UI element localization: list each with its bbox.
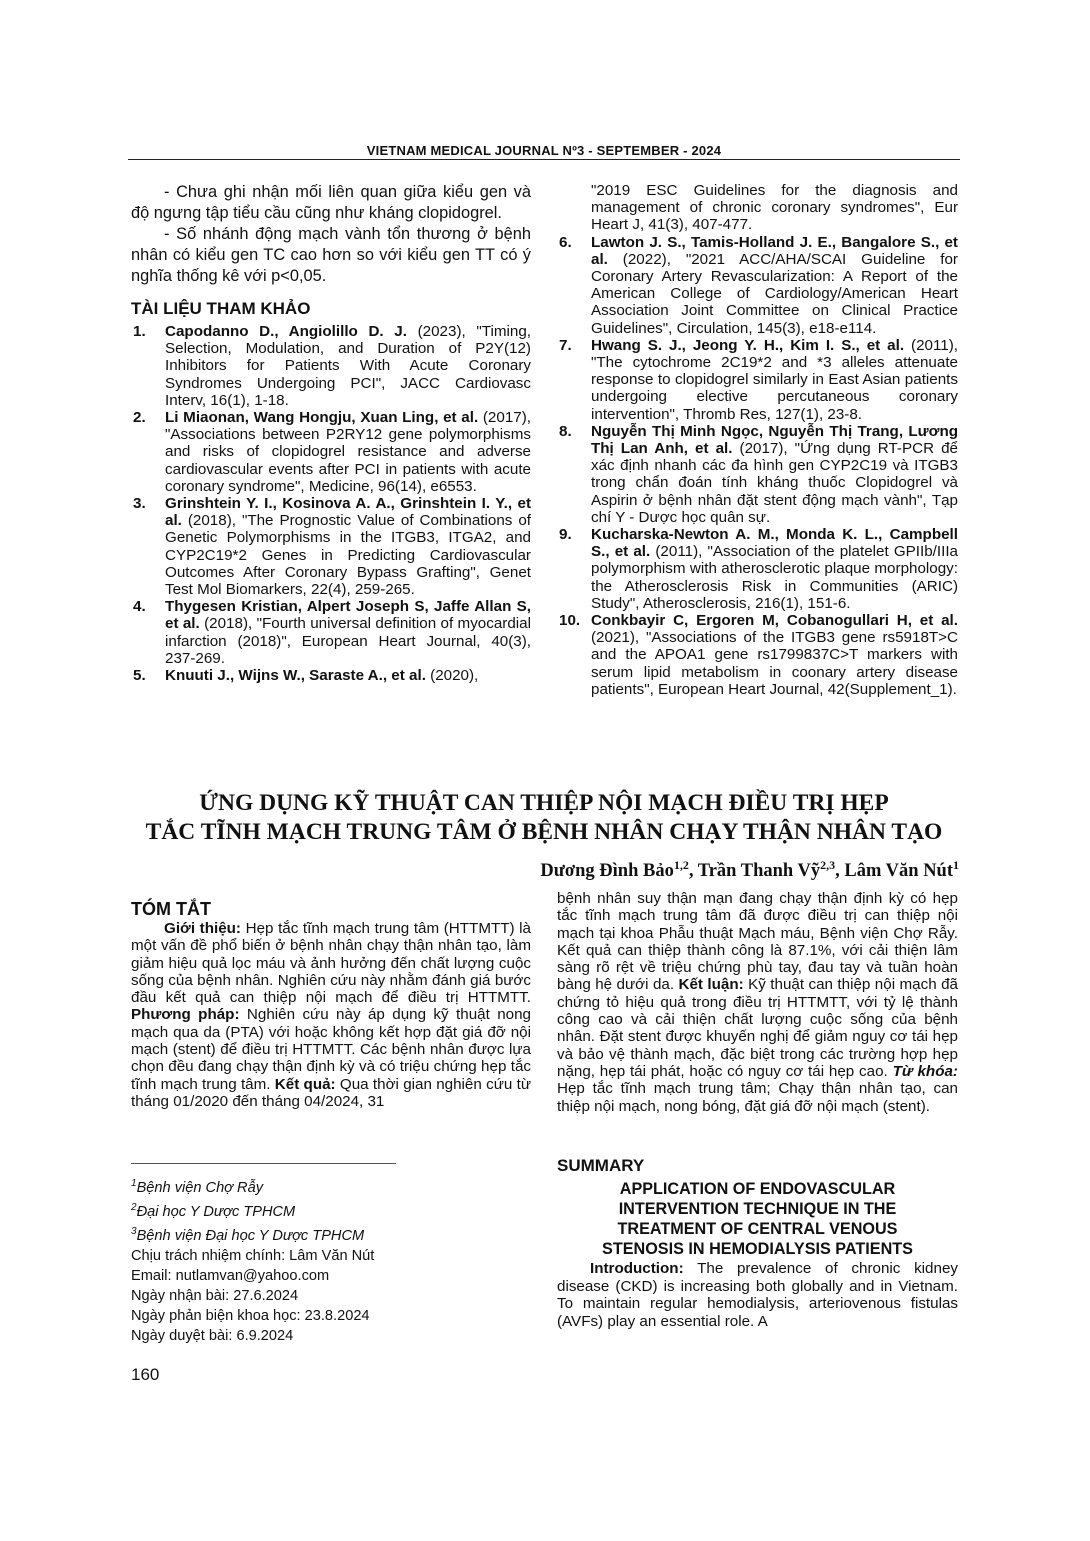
reference-item [131, 409, 531, 495]
summary-text: The prevalence of chronic kidney disease (CKD) is increasing both globally and in Vietnam. To maintain regular hemodialysis, arteriovenous fistulas (AVFs) play an essential role. A [557, 1260, 958, 1330]
reference-authors: Hwang S. J., Jeong Y. H., Kim I. S., et al. [591, 336, 905, 354]
reference-authors: Kucharska-Newton A. M., Monda K. L., Campbell S., et al. [591, 526, 958, 561]
reference-text: (2023), "Timing, Selection, Modulation, and Duration of P2Y(12) Inhibitors for Patients With Acute Coronary Syndromes Undergoing PCI", JACC Cardiovasc Interv, 16(1), 1-18. [165, 323, 531, 409]
abstract-body [557, 890, 958, 1115]
reference-authors: Nguyễn Thị Minh Ngọc, Nguyễn Thị Trang, Lương Thị Lan Anh, et al. [591, 422, 958, 458]
summary-body [557, 1260, 958, 1330]
reference-authors: Thygesen Kristian, Alpert Joseph S, Jaffe Allan S, et al. [165, 598, 531, 633]
header-rule [128, 159, 960, 160]
reference-number: 1. [133, 323, 146, 340]
abstract-label: Kết quả: [274, 1075, 336, 1093]
reference-item [557, 234, 958, 337]
footnotes [131, 1174, 531, 1346]
reference-list [131, 323, 531, 684]
right-column [557, 182, 958, 698]
reference-item [131, 323, 531, 409]
author-name: Trần Thanh Vỹ [697, 861, 821, 882]
author-affiliation: 1,2 [673, 858, 689, 872]
reference-authors: Lawton J. S., Tamis-Holland J. E., Bangalore S., et al. [591, 233, 958, 268]
author-line: Dương Đình Bảo$^{1,2}$, Trần Thanh Vỹ$^{2,3}$, Lâm Văn Nút$^1$ [540, 858, 959, 882]
article-title-line: ỨNG DỤNG KỸ THUẬT CAN THIỆP NỘI MẠCH ĐIỀU TRỊ HẸP [199, 790, 889, 816]
reference-item [131, 667, 531, 684]
summary-title-line: TREATMENT OF CENTRAL VENOUS [617, 1220, 898, 1238]
abstract-text: Hẹp tắc tĩnh mạch trung tâm (HTTMTT) là một vấn đề phổ biến ở bệnh nhân chạy thận nhân tạo, làm giảm hiệu quả lọc máu và ảnh hưởng đến chất lượng cuộc sống của bệnh nhân. Nghiên cứu này nhằm đánh giá bước đầu kết quả can thiệp nội mạch để điều trị HTTMTT. [131, 920, 532, 1007]
conclusions [131, 182, 531, 287]
reference-item [131, 598, 531, 667]
conclusion-item: - Số nhánh động mạch vành tổn thương ở bệnh nhân có kiểu gen TC cao hơn so với kiểu gen TT có ý nghĩa thống kê với p<0,05. [131, 225, 531, 285]
reference-number: 10. [559, 612, 581, 630]
summary-heading: SUMMARY [557, 1156, 645, 1175]
reference-number: 7. [559, 336, 572, 354]
reference-item [557, 423, 958, 526]
reference-text: (2020), [425, 667, 479, 685]
affiliation-footnote [131, 1174, 531, 1198]
reference-text: (2021), "Associations of the ITGB3 gene rs5918T>C and the APOA1 gene rs1799837C>T markers with serum lipid metabolism in coonary artery disease patients", European Heart Journal, 42(Supplement_1). [591, 629, 958, 698]
abstract-label: Phương pháp: [131, 1006, 240, 1024]
author-affiliation: 2,3 [820, 858, 836, 872]
reference-text: (2022), "2021 ACC/AHA/SCAI Guideline for Coronary Artery Revascularization: A Report of the American College of Cardiology/American Heart Association Joint Committee on Clinical Practice Guidelines", Circulation, 145(3), e18-e114. [591, 250, 958, 337]
affiliation-footnote [131, 1198, 531, 1222]
abstract-text: Kỹ thuật can thiệp nội mạch đã chứng tỏ hiệu quả trong điều trị HTTMTT, với tỷ lệ thành công cao và cải thiện chất lượng cuộc sống của bệnh nhân. Đặt stent được khuyến nghị để giảm nguy cơ tái hẹp và bảo vệ thành mạch, đặc biệt trong các trường hợp hẹp nặng, hẹp tái phát, hoặc có nguy cơ tái hẹp cao. [557, 976, 958, 1080]
reference-text: (2017), "Ứng dụng RT-PCR để xác định nhanh các đa hình gen CYP2C19 và ITGB3 trong chẩn đoán tính kháng thuốc Clopidogrel và Aspirin ở bệnh nhân đặt stent động mạch vành", Tạp chí Y - Dược học quân sự. [591, 440, 958, 526]
abstract-label: Kết luận: [678, 976, 744, 994]
footnote-marker: 2 [131, 1201, 137, 1213]
reference-item [557, 612, 958, 698]
reference-number: 5. [133, 667, 146, 685]
abstract-heading: TÓM TẮT [131, 899, 211, 919]
summary-title-line: APPLICATION OF ENDOVASCULAR [619, 1180, 896, 1198]
reference-number: 4. [133, 598, 146, 616]
left-column [131, 182, 531, 684]
summary [557, 1156, 958, 1330]
reference-item [131, 495, 531, 598]
reference-number: 6. [559, 233, 572, 251]
reference-number: 2. [133, 409, 146, 427]
abstract-text: Qua thời gian nghiên cứu từ tháng 01/2020 đến tháng 04/2024, 31 [131, 1075, 531, 1110]
article-title [128, 789, 960, 847]
reference-text: (2018), "Fourth universal definition of myocardial infarction (2018)", European Heart Journal, 40(3), 237-269. [165, 615, 531, 667]
affiliation-footnote [131, 1222, 531, 1246]
author-affiliation: 1 [953, 858, 959, 872]
abstract-label: Giới thiệu: [164, 920, 241, 937]
reference-authors: Knuuti J., Wijns W., Saraste A., et al. [165, 667, 426, 685]
keywords-label: Từ khóa: [892, 1062, 958, 1080]
running-head: VIETNAM MEDICAL JOURNAL Nº3 - SEPTEMBER - 2024 [366, 143, 722, 158]
reference-number: 9. [559, 526, 572, 544]
article-title-line: TẮC TĨNH MẠCH TRUNG TÂM Ở BỆNH NHÂN CHẠY THẬN NHÂN TẠO [145, 819, 943, 845]
reference-continuation: "2019 ESC Guidelines for the diagnosis and management of chronic coronary syndromes", Eur Heart J, 41(3), 407-477. [591, 182, 958, 234]
summary-label: Introduction: [590, 1260, 684, 1277]
summary-title-line: INTERVENTION TECHNIQUE IN THE [618, 1200, 897, 1218]
reference-authors: Grinshtein Y. I., Kosinova A. A., Grinshtein I. Y., et al. [165, 495, 531, 530]
footnote-text: Bệnh viện Chợ Rẫy [136, 1179, 264, 1196]
footnote-marker: 3 [131, 1225, 137, 1237]
date-accepted: Ngày duyệt bài: 6.9.2024 [131, 1327, 294, 1344]
reference-item [557, 337, 958, 423]
abstract-left [131, 898, 531, 1110]
abstract-right [557, 890, 958, 1115]
conclusion-item: - Chưa ghi nhận mối liên quan giữa kiểu gen và độ ngưng tập tiểu cầu cũng như kháng clopidogrel. [131, 183, 531, 222]
footnote-marker: 1 [131, 1178, 137, 1189]
date-received: Ngày nhận bài: 27.6.2024 [131, 1287, 299, 1304]
reference-authors: Capodanno D., Angiolillo D. J. [165, 323, 407, 340]
reference-number: 8. [559, 422, 572, 440]
footnote-text: Đại học Y Dược TPHCM [136, 1203, 296, 1220]
email: Email: nutlamvan@yahoo.com [131, 1267, 330, 1284]
footnote-rule [131, 1163, 396, 1164]
abstract-text: Nghiên cứu này áp dụng kỹ thuật nong mạch qua da (PTA) với hoặc không kết hợp đặt giá đỡ nội mạch (stent) để điều trị HTTMTT. Các bệnh nhân được lựa chọn đều đang chạy thận định kỳ và có triệu chứng hẹp tắc tĩnh mạch trung tâm. [131, 1006, 531, 1093]
responsible-author: Chịu trách nhiệm chính: Lâm Văn Nút [131, 1247, 375, 1264]
reference-number: 3. [133, 495, 146, 513]
reference-authors: Conkbayir C, Ergoren M, Cobanogullari H, et al. [591, 612, 958, 630]
reference-item [557, 526, 958, 612]
reference-text: (2011), "The cytochrome 2C19*2 and *3 alleles attenuate response to clopidogrel similarly in East Asian patients undergoing elective percutaneous coronary intervention", Thromb Res, 127(1), 23-8. [591, 336, 958, 423]
date-reviewed: Ngày phản biện khoa học: 23.8.2024 [131, 1307, 370, 1324]
summary-title-line: STENOSIS IN HEMODIALYSIS PATIENTS [602, 1240, 913, 1258]
abstract-text: bệnh nhân suy thận mạn đang chạy thận định kỳ có hẹp tắc tĩnh mạch trung tâm đã được điều trị can thiệp nội mạch tại khoa Phẫu thuật Mạch máu, Bệnh viện Chợ Rẫy. Kết quả can thiệp thành công là 87.1%, với cải thiện lâm sàng rõ rệt về triệu chứng phù tay, đau tay và tuần hoàn bàng hệ dưới da. [557, 890, 958, 994]
author-name: Lâm Văn Nút [844, 861, 953, 882]
author-name: Dương Đình Bảo [540, 861, 674, 882]
page-number: 160 [131, 1365, 160, 1384]
abstract-body [131, 920, 531, 1110]
keywords-text: Hẹp tắc tĩnh mạch trung tâm; Chạy thận nhân tạo, can thiệp nội mạch, nong bóng, đặt giá đỡ nội mạch (stent). [557, 1080, 958, 1115]
reference-authors: Li Miaonan, Wang Hongju, Xuan Ling, et al. [165, 409, 479, 427]
reference-text: (2017), "Associations between P2RY12 gene polymorphisms and risks of clopidogrel resistance and adverse cardiovascular events after PCI in patients with acute coronary syndrome", Medicine, 96(14), e6553. [165, 409, 531, 495]
summary-title [557, 1179, 958, 1259]
references-heading: TÀI LIỆU THAM KHẢO [131, 299, 311, 318]
reference-text: (2018), "The Prognostic Value of Combinations of Genetic Polymorphisms in the ITGB3, ITGA2, and CYP2C19*2 Genes in Predicting Cardiovascular Outcomes After Coronary Bypass Grafting", Genet Test Mol Biomarkers, 22(4), 259-265. [165, 512, 531, 599]
reference-text: (2011), "Association of the platelet GPIIb/IIIa polymorphism with atherosclerotic plaque morphology: the Atherosclerosis Risk in Communities (ARIC) Study", Atherosclerosis, 216(1), 151-6. [591, 543, 958, 612]
footnote-text: Bệnh viện Đại học Y Dược TPHCM [136, 1227, 365, 1244]
reference-list [557, 234, 958, 698]
